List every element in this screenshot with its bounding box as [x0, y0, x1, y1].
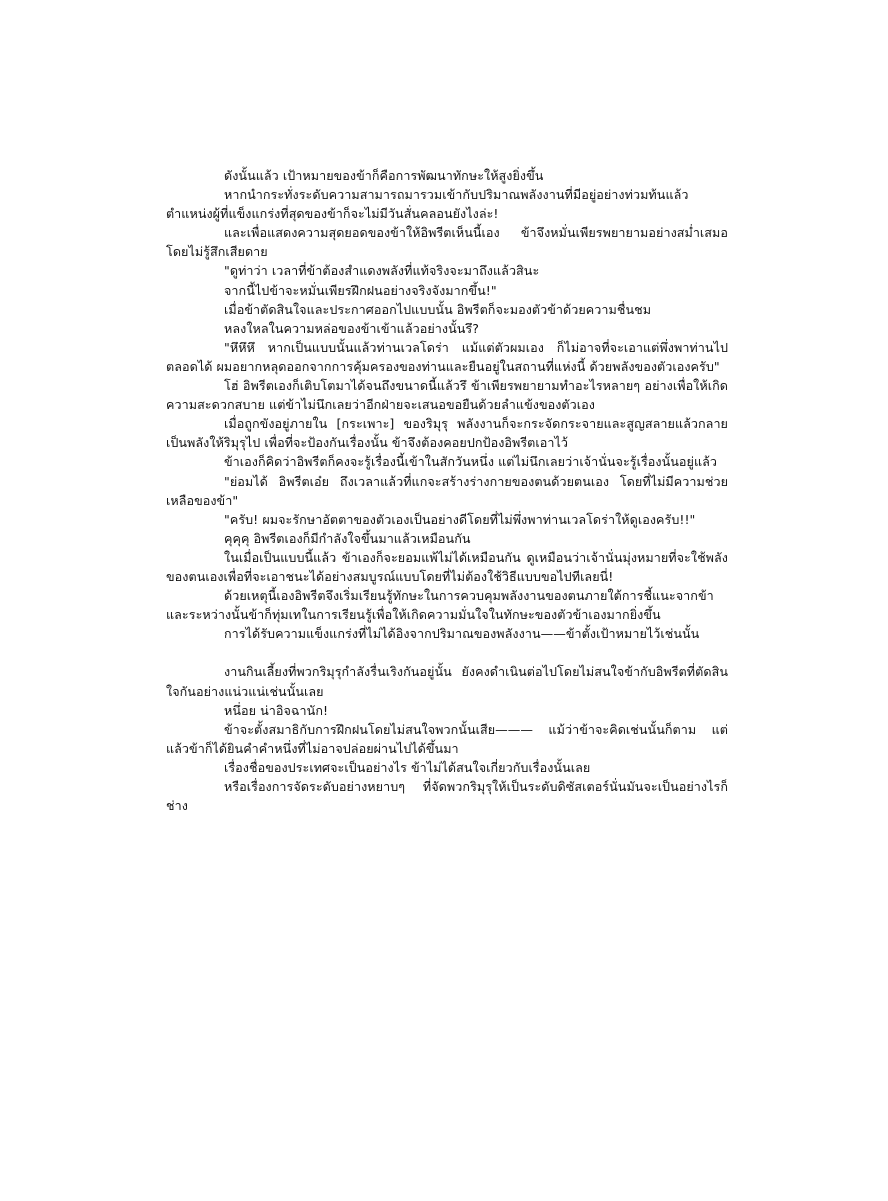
paragraph: เรื่องชื่อของประเทศจะเป็นอย่างไร ข้าไม่ได้สนใจเกี่ยวกับเรื่องนั้นเลย [224, 759, 591, 775]
paragraph: "ย่อมได้ อิพรีตเอ๋ย ถึงเวลาแล้วที่แกจะสร้างร่างกายของตนด้วยตนเอง โดยที่ไม่มีความช่วยเหลือของข้า" [166, 473, 728, 508]
paragraph: ข้าจะตั้งสมาธิกับการฝึกฝนโดยไม่สนใจพวกนั้นเสีย——— แม้ว่าข้าจะคิดเช่นนั้นก็ตาม แต่แล้วข้าก็ได้ยินคำคำหนึ่งที่ไม่อาจปล่อยผ่านไปได้ขึ้นมา [166, 721, 728, 756]
paragraph: "ดูท่าว่า เวลาที่ข้าต้องสำแดงพลังที่แท้จริงจะมาถึงแล้วสินะ [224, 263, 540, 279]
section-break [166, 643, 728, 662]
document-body [166, 166, 728, 815]
paragraph: การได้รับความแข็งแกร่งที่ไม่ได้อิงจากปริมาณของพลังงาน——ข้าตั้งเป้าหมายไว้เช่นนั้น [224, 626, 700, 642]
paragraph: โฮ่ อิพรีตเองก็เติบโตมาได้จนถึงขนาดนี้แล้วรึ ข้าเพียรพยายามทำอะไรหลายๆ อย่างเพื่อให้เกิดความสะดวกสบาย แต่ข้าไม่นึกเลยว่าอีกฝ่ายจะเสนอขอยืนด้วยลำแข้งของตัวเอง [166, 378, 728, 413]
paragraph: หนึ่อย น่าอิจฉานัก! [224, 702, 329, 718]
paragraph: ดังนั้นแล้ว เป้าหมายของข้าก็คือการพัฒนาทักษะให้สูงยิ่งขึ้น [224, 168, 544, 183]
paragraph: และเพื่อแสดงความสุดยอดของข้าให้อิพรีตเห็นนี้เอง ข้าจึงหมั่นเพียรพยายามอย่างสม่ำเสมอโดยไม่รู้สึกเสียดาย [166, 225, 728, 260]
paragraph: "ครับ! ผมจะรักษาอัตตาของตัวเองเป็นอย่างดีโดยที่ไม่พึ่งพาท่านเวลโดร่าให้ดูเองครับ!!" [224, 511, 696, 527]
paragraph: "หึหึหึ หากเป็นแบบนั้นแล้วท่านเวลโดร่า แม้แต่ตัวผมเอง ก็ไม่อาจที่จะเอาแต่พึ่งพาท่านไปตลอดได้ ผมอยากหลุดออกจากการคุ้มครองของท่านและยืนอยู่ในสถานที่แห่งนี้ ด้วยพลังของตัวเองครับ" [166, 339, 728, 374]
paragraph: เมื่อข้าตัดสินใจและประกาศออกไปแบบนั้น อิพรีตก็จะมองตัวข้าด้วยความชื่นชม [224, 301, 652, 317]
paragraph: หากนำกระทั่งระดับความสามารถมารวมเข้ากับปริมาณพลังงานที่มีอยู่อย่างท่วมท้นแล้ว ตำแหน่งผู้ที่แข็งแกร่งที่สุดของข้าก็จะไม่มีวันสั่นคลอนยังไงล่ะ! [166, 187, 689, 222]
paragraph: เมื่อถูกขังอยู่ภายใน [กระเพาะ] ของริมุรุ พลังงานก็จะกระจัดกระจายและสูญสลายแล้วกลายเป็นพลังให้ริมุรุไป เพื่อที่จะป้องกันเรื่องนั้น ข้าจึงต้องคอยปกป้องอิพรีตเอาไว้ [166, 416, 728, 451]
paragraph: ในเมื่อเป็นแบบนี้แล้ว ข้าเองก็จะยอมแพ้ไม่ได้เหมือนกัน ดูเหมือนว่าเจ้านั่นมุ่งหมายที่จะใช้พลังของตนเองเพื่อที่จะเอาชนะได้อย่างสมบูรณ์แบบโดยที่ไม่ต้องใช้วิธีแบบขอไปทีเลยนี่! [166, 549, 728, 584]
paragraph: งานกินเลี้ยงที่พวกริมุรุกำลังรื่นเริงกันอยู่นั้น ยังคงดำเนินต่อไปโดยไม่สนใจข้ากับอิพรีตที่ตัดสินใจกันอย่างแน่วแน่เช่นนั้นเลย [166, 664, 728, 699]
paragraph: ด้วยเหตุนี้เองอิพรีตจึงเริ่มเรียนรู้ทักษะในการควบคุมพลังงานของตนภายใต้การชี้แนะจากข้า และระหว่างนั้นข้าก็ทุ่มเทในการเรียนรู้เพื่อให้เกิดความมั่นใจในทักษะของตัวข้าเองมากยิ่งขึ้น [166, 588, 714, 623]
paragraph: หรือเรื่องการจัดระดับอย่างหยาบๆ ที่จัดพวกริมุรุให้เป็นระดับดิซัสเตอร์นั่นมันจะเป็นอย่างไรก็ช่าง [166, 779, 728, 814]
paragraph: คุคุคุ อิพรีตเองก็มีกำลังใจขึ้นมาแล้วเหมือนกัน [224, 530, 471, 546]
paragraph: จากนี้ไปข้าจะหมั่นเพียรฝึกฝนอย่างจริงจังมากขึ้น!" [224, 282, 497, 298]
paragraph: ข้าเองก็คิดว่าอิพรีตก็คงจะรู้เรื่องนี้เข้าในสักวันหนึ่ง แต่ไม่นึกเลยว่าเจ้านั่นจะรู้เรื่องนั้นอยู่แล้ว [224, 454, 718, 470]
paragraph: หลงใหลในความหล่อของข้าเข้าแล้วอย่างนั้นรึ? [224, 320, 479, 336]
